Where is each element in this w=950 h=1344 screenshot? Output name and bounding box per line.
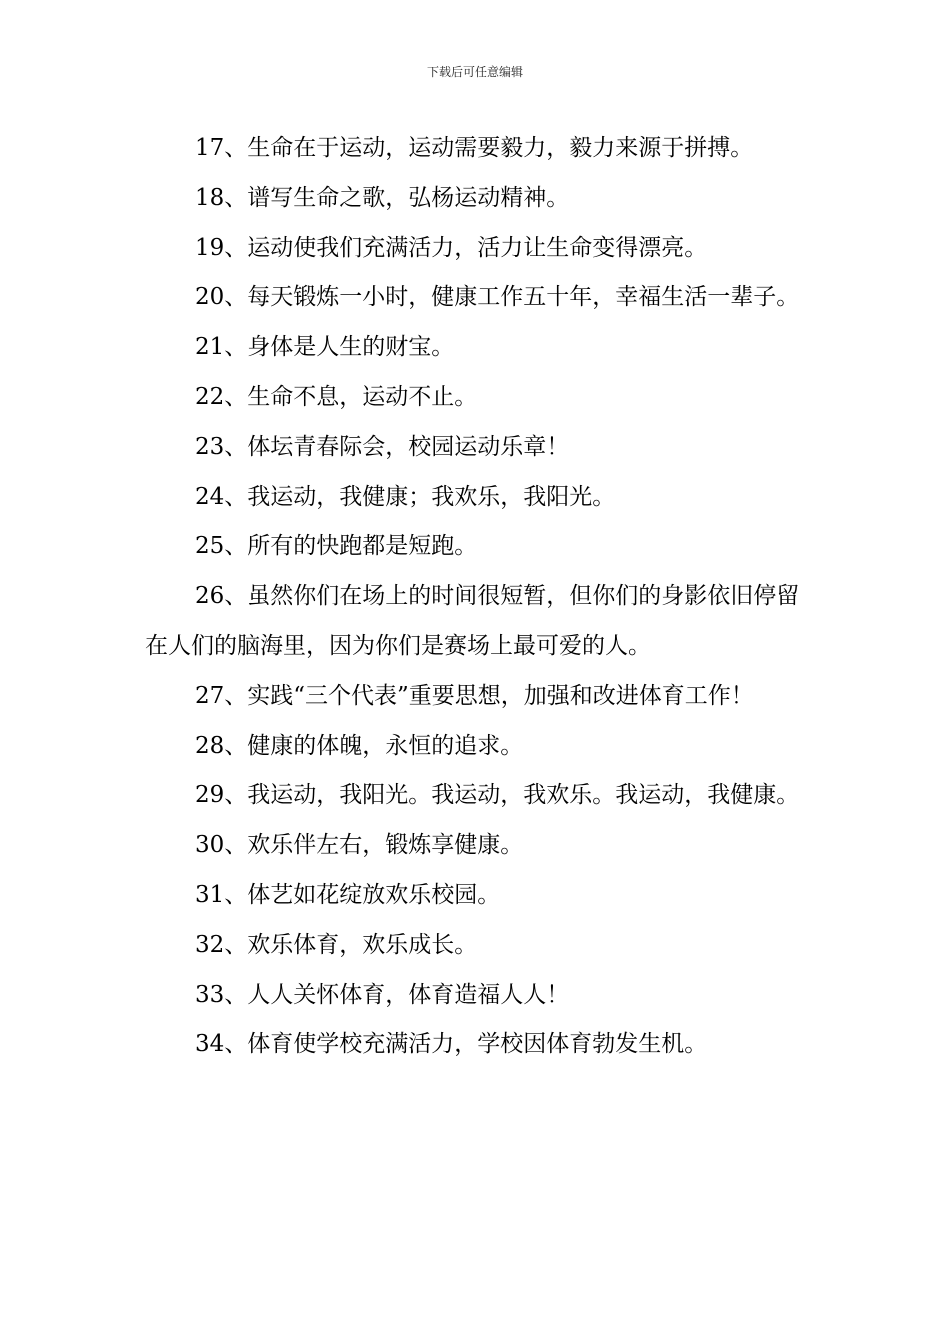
slogan-17: 17、生命在于运动，运动需要毅力，毅力来源于拼搏。 <box>195 135 754 161</box>
slogan-27: 27、实践“三个代表”重要思想，加强和改进体育工作！ <box>195 682 754 709</box>
slogan-23: 23、体坛青春际会，校园运动乐章！ <box>195 433 570 460</box>
slogan-21: 21、身体是人生的财宝。 <box>195 334 455 361</box>
page-header: 下载后可任意编辑 <box>426 65 523 79</box>
slogan-24: 24、我运动，我健康；我欢乐，我阳光。 <box>195 483 616 510</box>
slogan-29: 29、我运动，我阳光。我运动，我欢乐。我运动，我健康。 <box>195 782 800 809</box>
document-body <box>145 124 810 1070</box>
slogan-32: 32、欢乐体育，欢乐成长。 <box>195 931 478 958</box>
slogan-25: 25、所有的快跑都是短跑。 <box>195 533 478 560</box>
slogan-18: 18、谱写生命之歌，弘杨运动精神。 <box>195 184 570 211</box>
slogan-22: 22、生命不息，运动不止。 <box>195 383 478 410</box>
slogan-26: 26、虽然你们在场上的时间很短暂，但你们的身影依旧停留在人们的脑海里，因为你们是赛场上最可爱的人。 <box>145 583 800 659</box>
slogan-31: 31、体艺如花绽放欢乐校园。 <box>195 881 501 908</box>
slogan-19: 19、运动使我们充满活力，活力让生命变得漂亮。 <box>195 234 708 261</box>
slogan-33: 33、人人关怀体育，体育造福人人！ <box>195 981 570 1008</box>
slogan-20: 20、每天锻炼一小时，健康工作五十年，幸福生活一辈子。 <box>195 284 800 311</box>
slogan-28: 28、健康的体魄，永恒的追求。 <box>195 732 524 759</box>
slogan-30: 30、欢乐伴左右，锻炼享健康。 <box>195 832 524 859</box>
slogan-34: 34、体育使学校充满活力，学校因体育勃发生机。 <box>195 1031 708 1058</box>
